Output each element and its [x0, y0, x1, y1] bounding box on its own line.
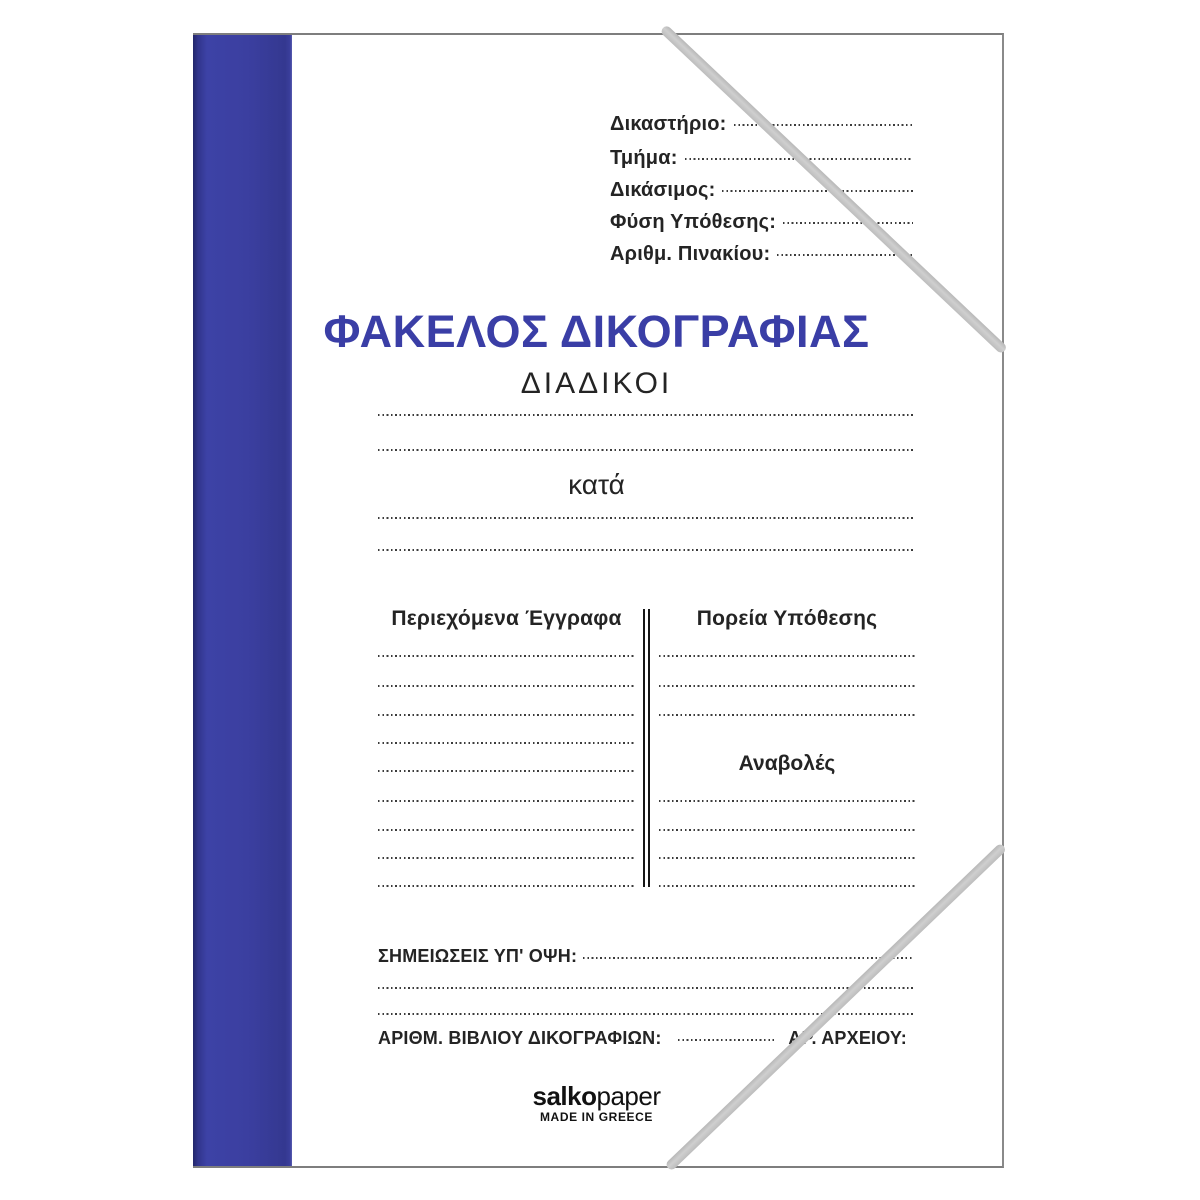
case-file-folder	[193, 33, 1004, 1168]
postponements-writein-line	[659, 857, 915, 859]
field-writein-line	[777, 254, 913, 256]
postponements-writein-line	[659, 885, 915, 887]
field-label-department: Τμήμα:	[610, 147, 678, 169]
notes-writein-line	[583, 957, 913, 959]
field-label-hearing-date: Δικάσιμος:	[610, 179, 716, 201]
contents-writein-line	[378, 685, 635, 687]
field-row-hearing-date	[610, 179, 913, 203]
postponements-subheader: Αναβολές	[738, 752, 836, 775]
archive-number-label: ΑΡ. ΑΡΧΕΙΟΥ:	[788, 1028, 907, 1048]
litigant-writein-line	[378, 414, 915, 416]
field-label-case-nature: Φύση Υπόθεσης:	[610, 211, 777, 233]
progress-writein-line	[659, 714, 915, 716]
field-label-docket-number: Αριθμ. Πινακίου:	[610, 243, 771, 265]
column-divider	[643, 609, 650, 887]
contents-writein-line	[378, 655, 635, 657]
litigant-writein-line	[378, 549, 915, 551]
contents-writein-line	[378, 770, 635, 772]
notes-row	[378, 946, 913, 968]
litigant-writein-line	[378, 449, 915, 451]
contents-writein-line	[378, 800, 635, 802]
progress-writein-line	[659, 685, 915, 687]
registry-row	[378, 1028, 913, 1050]
made-in-greece-tagline: MADE IN GREECE	[539, 1110, 654, 1124]
folder-title: ΦΑΚΕΛΟΣ ΔΙΚΟΓΡΑΦΙΑΣ	[323, 306, 870, 357]
contents-writein-line	[378, 885, 635, 887]
postponements-writein-line	[659, 800, 915, 802]
folder-subtitle-litigants: ΔΙΑΔΙΚΟΙ	[520, 367, 673, 400]
field-writein-line	[783, 222, 913, 224]
folder-spine	[193, 35, 292, 1166]
brand-logo-light: paper	[596, 1081, 661, 1111]
contents-writein-line	[378, 742, 635, 744]
field-writein-line	[722, 190, 913, 192]
notes-label: ΣΗΜΕΙΩΣΕΙΣ ΥΠ' ΟΨΗ:	[378, 946, 578, 966]
brand-logo-bold: salko	[532, 1081, 597, 1111]
versus-label: κατά	[568, 469, 625, 500]
field-row-department	[610, 147, 913, 171]
contents-writein-line	[378, 829, 635, 831]
column-header-case-progress: Πορεία Υπόθεσης	[696, 607, 878, 630]
field-label-court: Δικαστήριο:	[610, 113, 727, 135]
progress-writein-line	[659, 655, 915, 657]
book-number-label: ΑΡΙΘΜ. ΒΙΒΛΙΟΥ ΔΙΚΟΓΡΑΦΙΩΝ:	[378, 1028, 662, 1048]
book-number-writein-line	[678, 1039, 775, 1041]
contents-writein-line	[378, 857, 635, 859]
notes-writein-line	[378, 987, 915, 989]
column-header-contents-documents: Περιεχόμενα Έγγραφα	[391, 607, 622, 630]
brand-logo	[278, 1081, 915, 1112]
litigant-writein-line	[378, 517, 915, 519]
postponements-writein-line	[659, 829, 915, 831]
contents-writein-line	[378, 714, 635, 716]
field-row-docket-number	[610, 243, 913, 267]
